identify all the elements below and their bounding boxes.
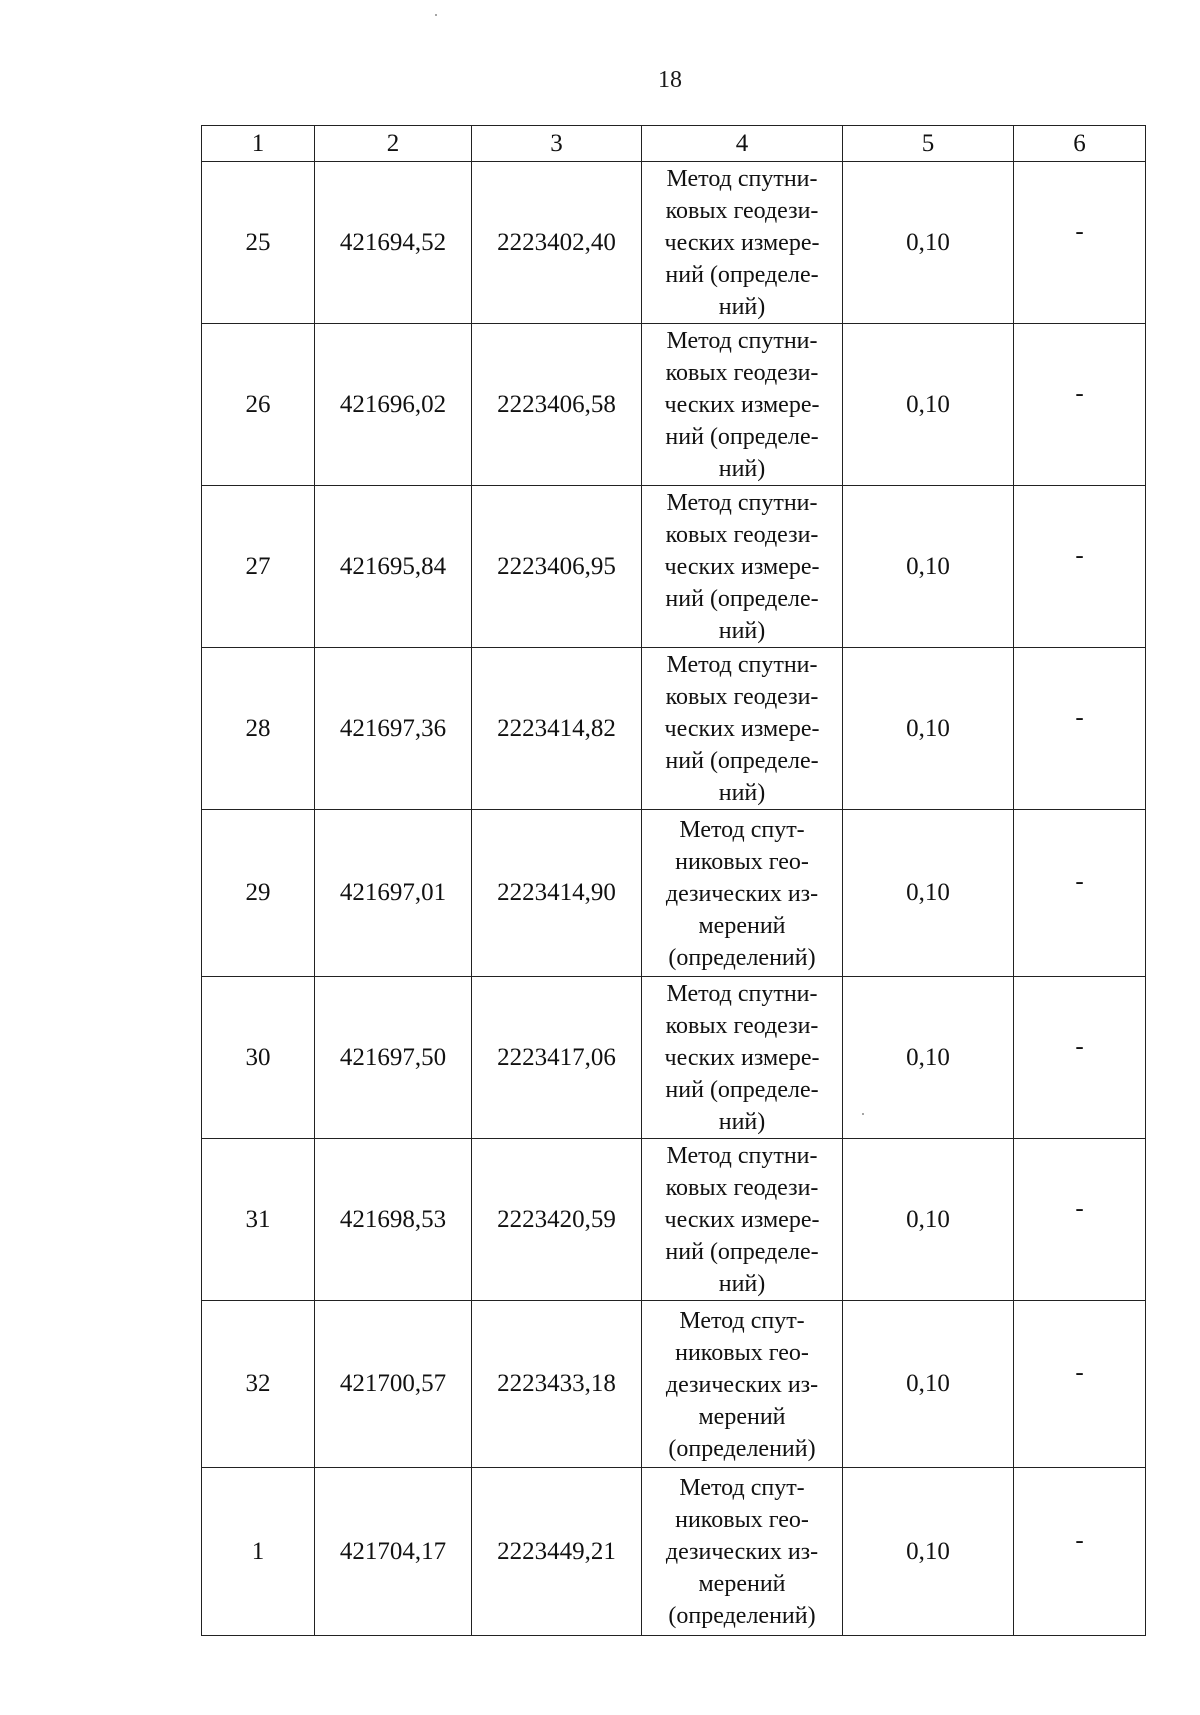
table-row [202,1468,1146,1636]
method-text-line: Метод спутни- [666,490,818,516]
accuracy-cell: 0,10 [843,1468,1014,1636]
y-coordinate-cell: 2223433,18 [472,1301,642,1468]
x-coordinate-cell: 421698,53 [315,1139,472,1301]
method-text-line: (определений) [668,1603,816,1629]
method-text-line: ковых геодези- [665,684,819,710]
y-coordinate-cell: 2223402,40 [472,162,642,324]
dash-mark: - [1075,703,1084,731]
method-cell [642,1139,843,1301]
method-text-line: Метод спут- [679,1475,805,1501]
point-number-cell: 29 [202,810,315,977]
method-text-line: ний) [718,618,766,644]
method-cell [642,162,843,324]
y-coordinate-cell: 2223406,58 [472,324,642,486]
method-text-line: Метод спутни- [666,166,818,192]
method-text-line: ковых геодези- [665,1013,819,1039]
method-cell [642,810,843,977]
point-number-cell: 25 [202,162,315,324]
method-text-line: ний (определе- [665,1077,819,1103]
x-coordinate-cell: 421704,17 [315,1468,472,1636]
header-col-4: 4 [642,126,843,162]
table-row [202,1139,1146,1301]
accuracy-cell: 0,10 [843,324,1014,486]
x-coordinate-cell: 421694,52 [315,162,472,324]
description-cell [1014,486,1146,648]
header-col-5: 5 [843,126,1014,162]
method-text-line: ний (определе- [665,586,819,612]
description-cell [1014,324,1146,486]
method-text-line: никовых гео- [675,1507,809,1533]
point-number-cell: 31 [202,1139,315,1301]
point-number-cell: 1 [202,1468,315,1636]
page-number: 18 [658,67,682,93]
method-text-line: Метод спутни- [666,1143,818,1169]
method-text-line: мерений [698,1571,786,1597]
method-text-line: ний) [718,456,766,482]
y-coordinate-cell: 2223406,95 [472,486,642,648]
coordinates-table [201,125,1146,1636]
accuracy-cell: 0,10 [843,486,1014,648]
method-text-line: ковых геодези- [665,522,819,548]
method-text-line: ний (определе- [665,262,819,288]
method-text-line: ний (определе- [665,748,819,774]
method-text-line: мерений [698,1403,786,1430]
y-coordinate-cell: 2223449,21 [472,1468,642,1636]
method-text-line: Метод спутни- [666,981,818,1007]
description-cell [1014,162,1146,324]
method-text-line: ний) [718,294,766,320]
x-coordinate-cell: 421695,84 [315,486,472,648]
point-number-cell: 26 [202,324,315,486]
accuracy-cell: 0,10 [843,1301,1014,1468]
method-text-line: ковых геодези- [665,198,819,224]
description-cell [1014,1301,1146,1468]
method-text-line: никовых гео- [675,848,809,875]
description-cell [1014,810,1146,977]
method-text-line: ний (определе- [665,1239,819,1265]
header-col-6: 6 [1014,126,1146,162]
method-text-line: ческих измере- [664,716,820,742]
x-coordinate-cell: 421697,01 [315,810,472,977]
dash-mark: - [1075,1032,1084,1060]
accuracy-cell: 0,10 [843,648,1014,810]
y-coordinate-cell: 2223417,06 [472,977,642,1139]
method-text-line: ческих измере- [664,392,820,418]
method-cell [642,1468,843,1636]
accuracy-cell: 0,10 [843,810,1014,977]
method-cell [642,324,843,486]
dash-mark: - [1075,1194,1084,1222]
table-header [202,126,1146,162]
dash-mark: - [1075,1359,1084,1386]
description-cell [1014,1468,1146,1636]
method-text-line: Метод спутни- [666,652,818,678]
method-text-line: дезических из- [665,1371,819,1398]
header-row [202,126,1146,162]
dash-mark: - [1075,868,1084,895]
method-text-line: дезических из- [665,880,819,907]
accuracy-cell: 0,10 [843,977,1014,1139]
point-number-cell: 30 [202,977,315,1139]
method-cell [642,977,843,1139]
dash-mark: - [1075,541,1084,569]
method-text-line: ческих измере- [664,1207,820,1233]
method-text-line: ческих измере- [664,230,820,256]
header-col-2: 2 [315,126,472,162]
point-number-cell: 32 [202,1301,315,1468]
header-col-3: 3 [472,126,642,162]
method-text-line: ний) [718,780,766,806]
header-col-1: 1 [202,126,315,162]
method-cell [642,486,843,648]
y-coordinate-cell: 2223414,82 [472,648,642,810]
description-cell [1014,1139,1146,1301]
method-text-line: ний (определе- [665,424,819,450]
method-text-line: мерений [698,912,786,939]
table-body [202,162,1146,1636]
table-row [202,1301,1146,1468]
accuracy-cell: 0,10 [843,162,1014,324]
y-coordinate-cell: 2223414,90 [472,810,642,977]
dash-mark: - [1075,379,1084,407]
table-row [202,977,1146,1139]
method-text-line: ковых геодези- [665,1175,819,1201]
method-text-line: Метод спут- [679,1307,805,1334]
x-coordinate-cell: 421697,50 [315,977,472,1139]
point-number-cell: 28 [202,648,315,810]
description-cell [1014,977,1146,1139]
method-text-line: Метод спутни- [666,328,818,354]
method-text-line: Метод спут- [679,816,805,843]
method-text-line: ческих измере- [664,1045,820,1071]
description-cell [1014,648,1146,810]
table-row [202,810,1146,977]
table-row [202,162,1146,324]
x-coordinate-cell: 421696,02 [315,324,472,486]
dash-mark: - [1075,217,1084,245]
method-text-line: ний) [718,1271,766,1297]
y-coordinate-cell: 2223420,59 [472,1139,642,1301]
table-row [202,486,1146,648]
x-coordinate-cell: 421700,57 [315,1301,472,1468]
scan-speck [435,14,437,16]
method-cell [642,1301,843,1468]
table-row [202,324,1146,486]
method-text-line: ковых геодези- [665,360,819,386]
x-coordinate-cell: 421697,36 [315,648,472,810]
method-text-line: дезических из- [665,1539,819,1565]
method-text-line: ний) [718,1109,766,1135]
table-row [202,648,1146,810]
method-cell [642,648,843,810]
point-number-cell: 27 [202,486,315,648]
method-text-line: (определений) [668,944,816,971]
method-text-line: (определений) [668,1435,816,1462]
method-text-line: ческих измере- [664,554,820,580]
dash-mark: - [1075,1526,1084,1554]
method-text-line: никовых гео- [675,1339,809,1366]
accuracy-cell: 0,10 [843,1139,1014,1301]
